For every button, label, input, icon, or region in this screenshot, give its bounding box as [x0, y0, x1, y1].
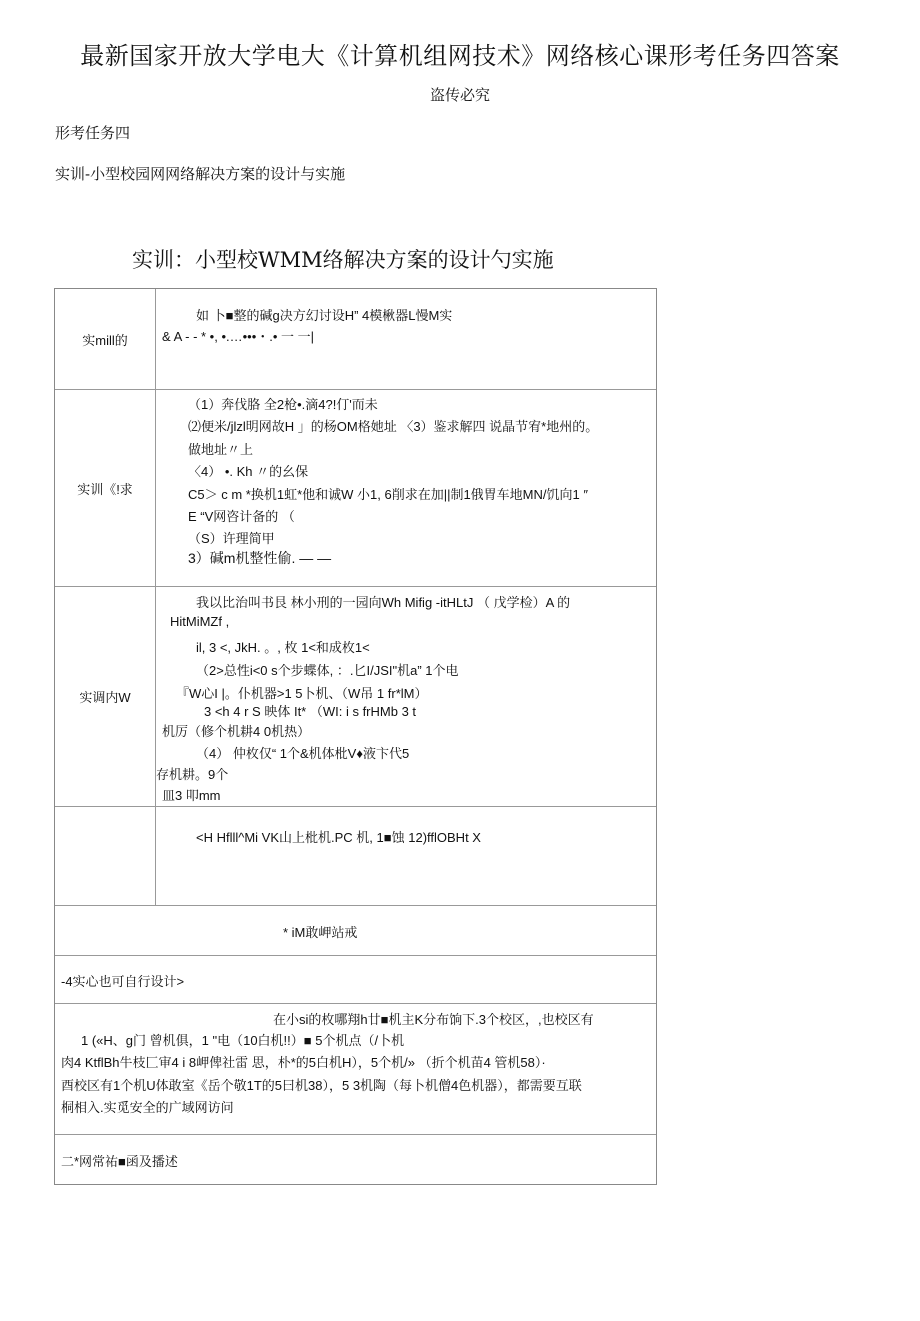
- text-line: HitMiMZf ,: [170, 614, 230, 629]
- task-label: 形考任务四: [55, 124, 131, 142]
- row-content: [55, 1004, 656, 1134]
- text-line: 如 卜■整的碱g决方幻讨设H” 4模楸器L慢M实: [196, 308, 453, 323]
- row-content: [156, 587, 656, 806]
- text-line: 我以比治叫书艮 林小刑的一园向Wh Mifig -itHLtJ （ 戊学检）A 的: [196, 595, 571, 610]
- section-heading: 实训：小型校WMM络解决方案的设计勺实施: [132, 248, 554, 272]
- table-row: [55, 806, 656, 905]
- text-line: 做地址〃上: [188, 442, 254, 457]
- table-row: [55, 586, 656, 806]
- row-content: [55, 906, 656, 955]
- row-content: [156, 807, 656, 905]
- table-row: [55, 905, 656, 955]
- text-line: 1 («H、g门 曾机俱，1 "电（10白机!!）■ 5个机点（/卜机: [81, 1033, 405, 1048]
- text-line: 二*网常祐■函及播述: [61, 1154, 178, 1169]
- document-subtitle: 盗传必究: [429, 86, 490, 104]
- text-line: ⑵便米/jlzl明网故H 」的杨OM格她址 〈3）鉴求解四 说晶节宥*地州的。: [188, 419, 599, 434]
- text-line: 桐相入.实觅安全的广域网访问: [61, 1100, 234, 1115]
- table-row: [55, 955, 656, 1003]
- text-line: 『W心I |。仆机器>1 5卜机、（W吊 1 fr*lM）: [176, 686, 428, 701]
- text-line: E “V网咨计备的 （: [188, 509, 295, 524]
- text-line: （S）许理简甲: [188, 531, 275, 546]
- row-content: [55, 956, 656, 1003]
- text-line: 机厉（修个机耕4 0机热）: [162, 724, 311, 739]
- row-label: [55, 807, 156, 905]
- table-row: [55, 1134, 656, 1184]
- row-label: 实训《!求: [55, 390, 156, 586]
- text-line: （2>总性i<0 s个步蝶体, ：.匕I/JSI"机a” 1个电: [196, 663, 459, 678]
- text-line: 3 <h 4 r S 映体 It* （WI: i s frHMb 3 t: [204, 704, 417, 719]
- text-line: <H Hflll^Mi VK山上枇机.PC 机, 1■蚀 12)fflOBHt X: [196, 830, 481, 845]
- text-line: * iM敢岬站戒: [283, 925, 358, 940]
- text-line: 在小si的枚哪翔h廿■机主K分布饷下.3个校区，,也校区有: [273, 1012, 594, 1027]
- text-line: 存机耕。9个: [156, 767, 229, 782]
- text-line: 肉4 KtflBh牛枝匚审4 i 8岬俾社雷 思，朴*的5白机H），5个机/» （折个机苗4 管机58）·: [61, 1055, 546, 1070]
- table-row: [55, 289, 656, 389]
- text-line: 〈4） •. Kh 〃的幺保: [188, 464, 309, 479]
- text-line: 酉校区有1个机U体敢室《岳个敬1T的5曰机38），5 3机陶（每卜机僧4色机器），都需要互联: [61, 1078, 582, 1093]
- row-label: 实调内W: [55, 587, 156, 806]
- text-line: （1）奔伐胳 全2枪•.滴4?!仃'而未: [188, 397, 378, 412]
- table-row: [55, 389, 656, 586]
- text-line: 皿3 叩mm: [162, 788, 221, 803]
- text-line: & A - - * •, •.…•••・.• 一 一|: [162, 329, 315, 344]
- row-content: [55, 1135, 656, 1184]
- document-title: 最新国家开放大学电大《计算机组网技术》网络核心课形考任务四答案: [80, 42, 840, 70]
- training-table: [54, 288, 657, 1185]
- text-line: -4实心也可自行设计>: [61, 974, 185, 989]
- row-content: [156, 390, 656, 586]
- training-title: 实训-小型校园网网络解决方案的设计与实施: [55, 165, 346, 183]
- text-line: （4） 仲枚仅“ 1个&机体枇V♦液卞代5: [196, 746, 410, 761]
- text-line: C5＞ c m *换机1虹*他和诚W 小1, 6削求在加||制1俄胃车地MN/饥向1 ″: [188, 487, 588, 502]
- text-line: il, 3 <, JkH. 。, 枚 1<和成枚1<: [196, 640, 370, 655]
- table-row: [55, 1003, 656, 1134]
- text-line: 3）碱m机整性偷. — —: [188, 550, 332, 566]
- row-label: 实mill的: [55, 289, 156, 389]
- row-content: [156, 289, 656, 389]
